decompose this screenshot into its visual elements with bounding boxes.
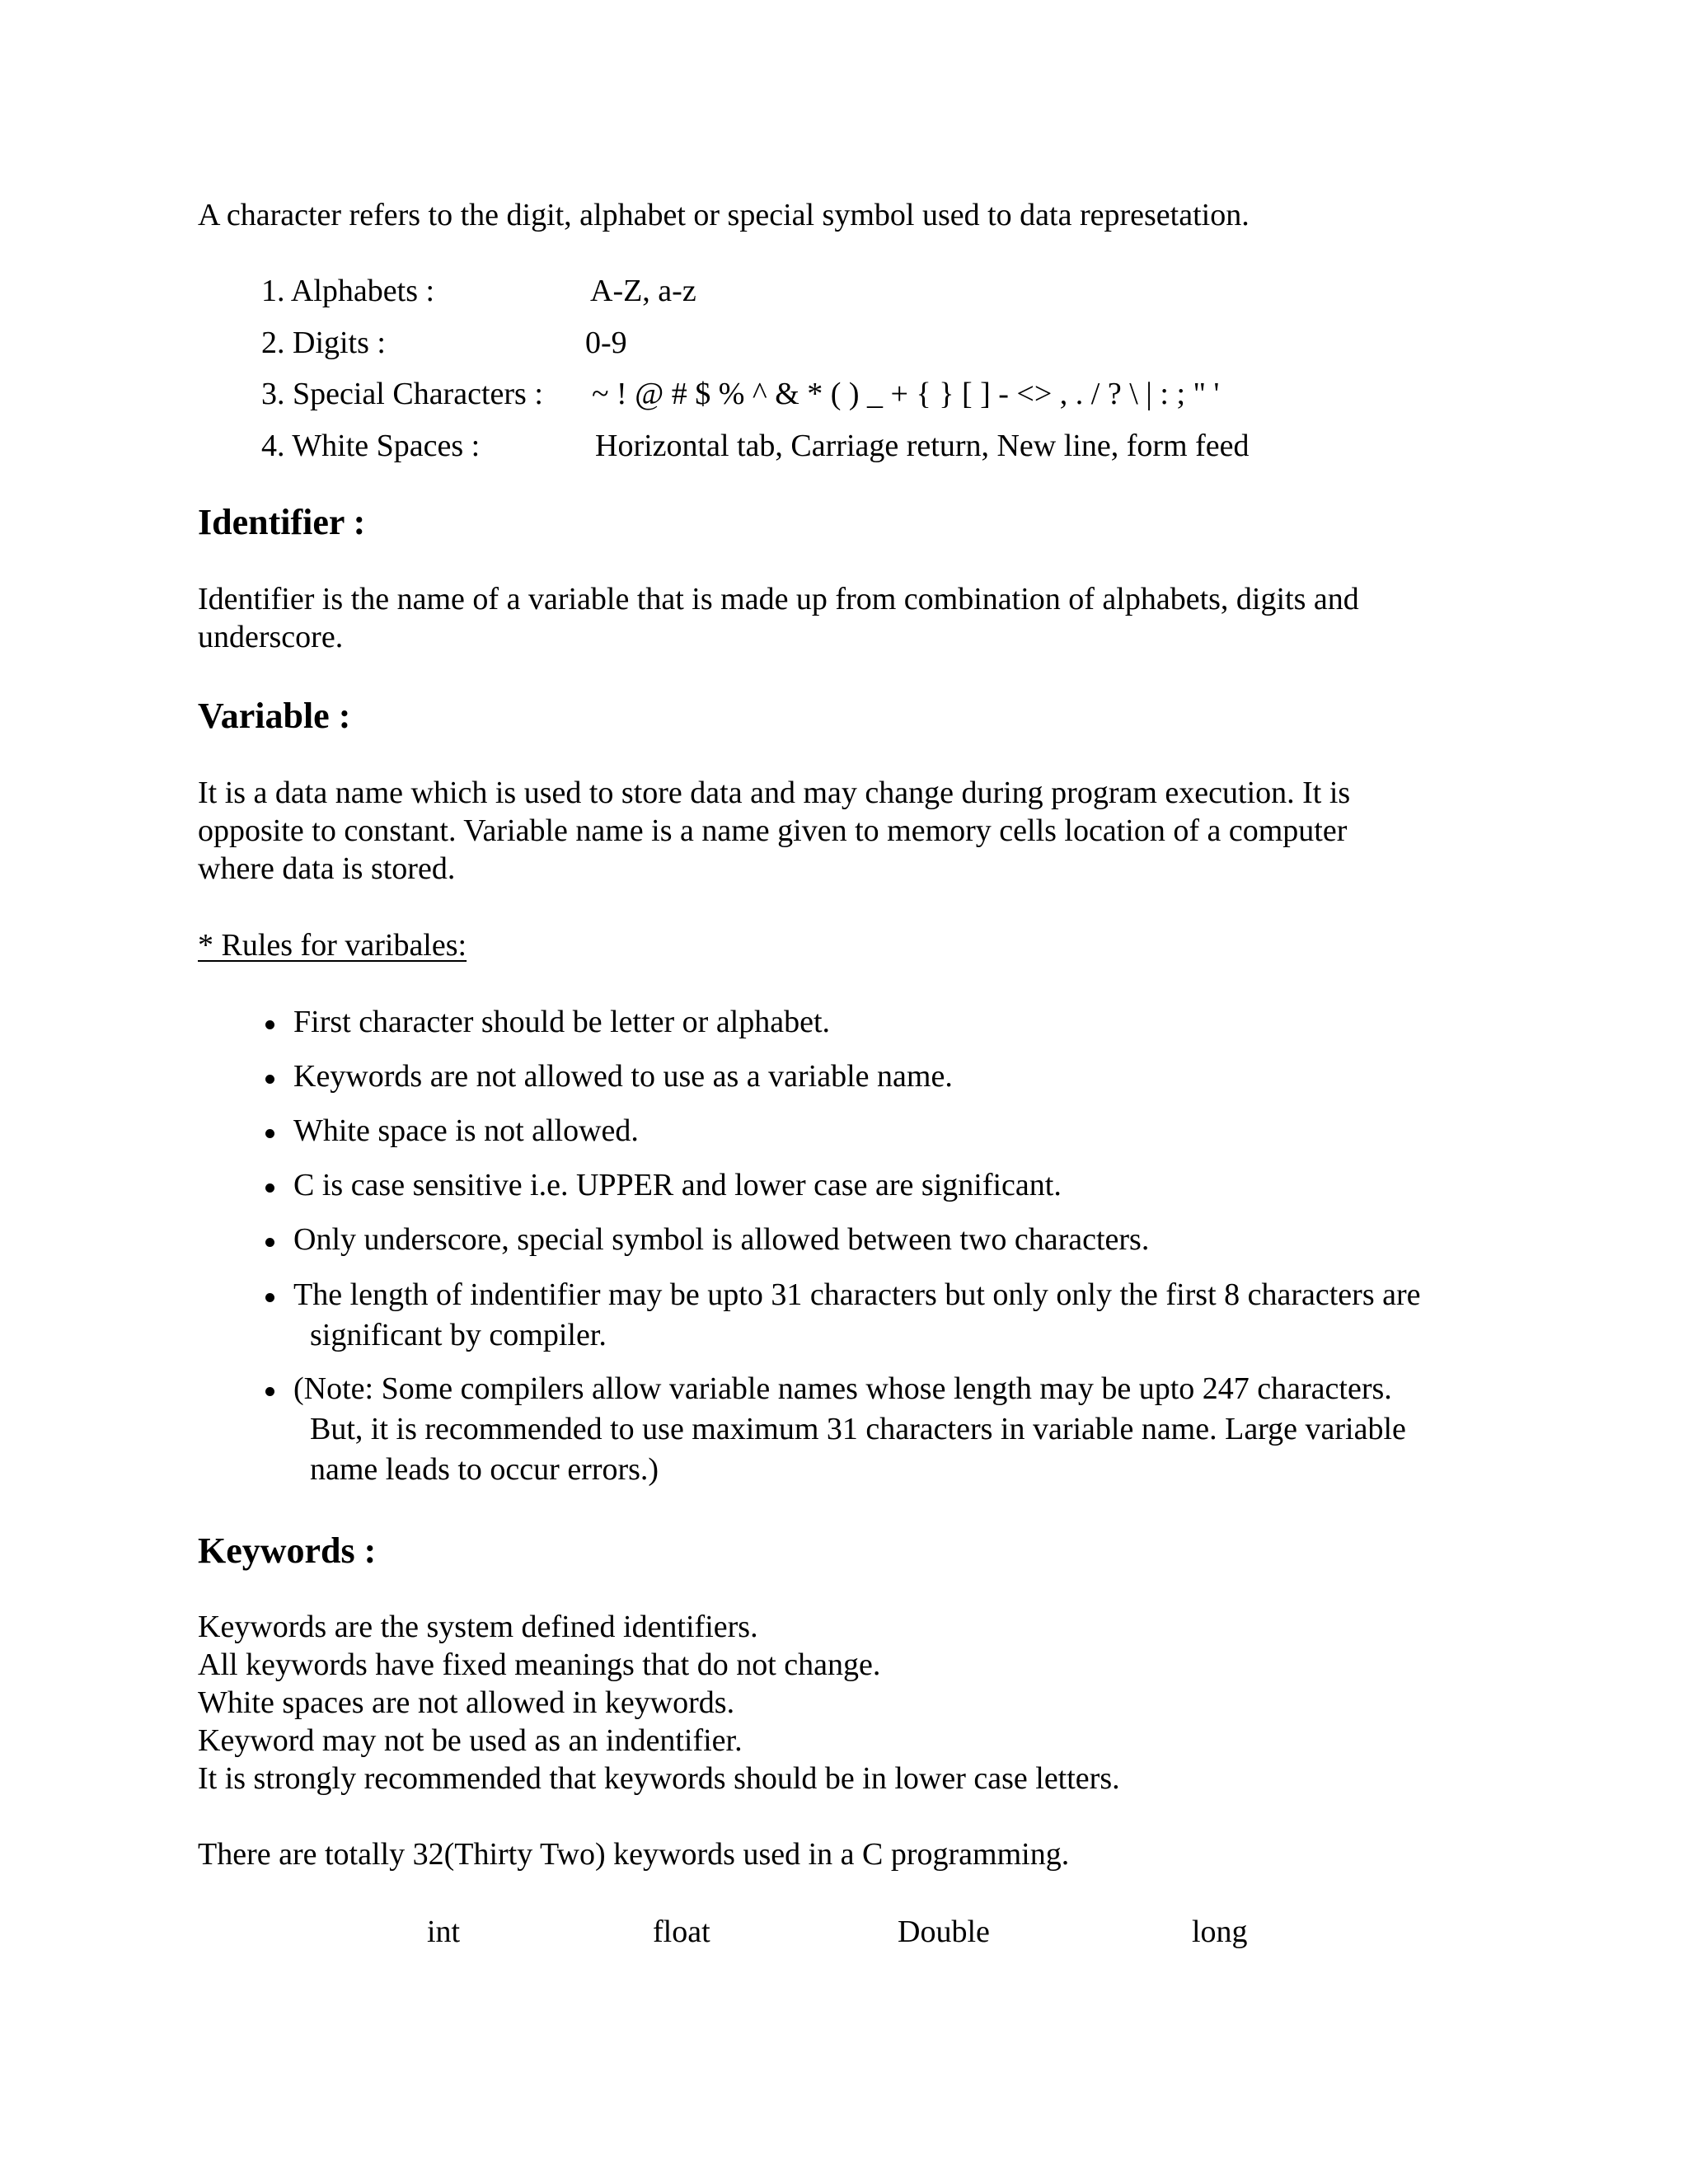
- keywords-line: Keywords are the system defined identifiers.: [198, 1610, 758, 1644]
- bullet-icon: [265, 1387, 274, 1396]
- bullet-icon: [265, 1129, 274, 1138]
- keyword-cell: float: [653, 1915, 710, 1949]
- rule-item: Only underscore, special symbol is allowed between two characters.: [293, 1222, 1150, 1257]
- variable-text: It is a data name which is used to store data and may change during program execution. It is: [198, 776, 1351, 810]
- char-list-label: 3. Special Characters :: [261, 377, 543, 411]
- rules-title: * Rules for varibales:: [198, 928, 467, 963]
- identifier-heading: Identifier :: [198, 502, 366, 542]
- keywords-line: Keyword may not be used as an indentifier.: [198, 1723, 743, 1758]
- char-list-value: ~ ! @ # $ % ^ & * ( ) _ + { } [ ] - <> , . / ? \ | : ; " ': [592, 377, 1220, 411]
- char-list-label: 2. Digits :: [261, 326, 386, 360]
- keyword-cell: Double: [898, 1915, 990, 1949]
- keywords-total-text: There are totally 32(Thirty Two) keywords used in a C programming.: [198, 1837, 1070, 1872]
- rule-item-continuation: significant by compiler.: [310, 1318, 607, 1352]
- rule-item: (Note: Some compilers allow variable names whose length may be upto 247 characters.: [293, 1371, 1392, 1406]
- rule-item: White space is not allowed.: [293, 1113, 639, 1148]
- rule-item-continuation: But, it is recommended to use maximum 31 characters in variable name. Large variable: [310, 1412, 1406, 1446]
- char-list-label: 4. White Spaces :: [261, 429, 481, 463]
- keywords-line: All keywords have fixed meanings that do not change.: [198, 1647, 881, 1682]
- bullet-icon: [265, 1183, 274, 1193]
- keywords-heading: Keywords :: [198, 1530, 377, 1571]
- variable-text: where data is stored.: [198, 851, 456, 886]
- keyword-cell: int: [427, 1915, 461, 1949]
- bullet-icon: [265, 1075, 274, 1084]
- rule-item-continuation: name leads to occur errors.): [310, 1452, 659, 1487]
- char-list-label: 1. Alphabets :: [261, 274, 435, 308]
- rule-item: First character should be letter or alphabet.: [293, 1005, 831, 1039]
- keywords-line: White spaces are not allowed in keywords.: [198, 1685, 735, 1720]
- rule-item: The length of indentifier may be upto 31 characters but only only the first 8 characters are: [293, 1277, 1421, 1312]
- variable-text: opposite to constant. Variable name is a name given to memory cells location of a computer: [198, 813, 1348, 848]
- char-list-value: 0-9: [585, 326, 627, 360]
- bullet-icon: [265, 1293, 274, 1302]
- keyword-cell: long: [1192, 1915, 1248, 1949]
- variable-heading: Variable :: [198, 696, 351, 736]
- rule-item: C is case sensitive i.e. UPPER and lower case are significant.: [293, 1168, 1062, 1202]
- bullet-icon: [265, 1020, 274, 1029]
- char-list-value: A-Z, a-z: [590, 274, 696, 308]
- bullet-icon: [265, 1238, 274, 1247]
- identifier-text: underscore.: [198, 620, 344, 654]
- intro-text: A character refers to the digit, alphabet or special symbol used to data represetation.: [198, 198, 1250, 232]
- identifier-text: Identifier is the name of a variable that is made up from combination of alphabets, digits and: [198, 582, 1359, 616]
- char-list-value: Horizontal tab, Carriage return, New line, form feed: [595, 429, 1250, 463]
- keywords-line: It is strongly recommended that keywords should be in lower case letters.: [198, 1761, 1120, 1796]
- rule-item: Keywords are not allowed to use as a variable name.: [293, 1059, 953, 1094]
